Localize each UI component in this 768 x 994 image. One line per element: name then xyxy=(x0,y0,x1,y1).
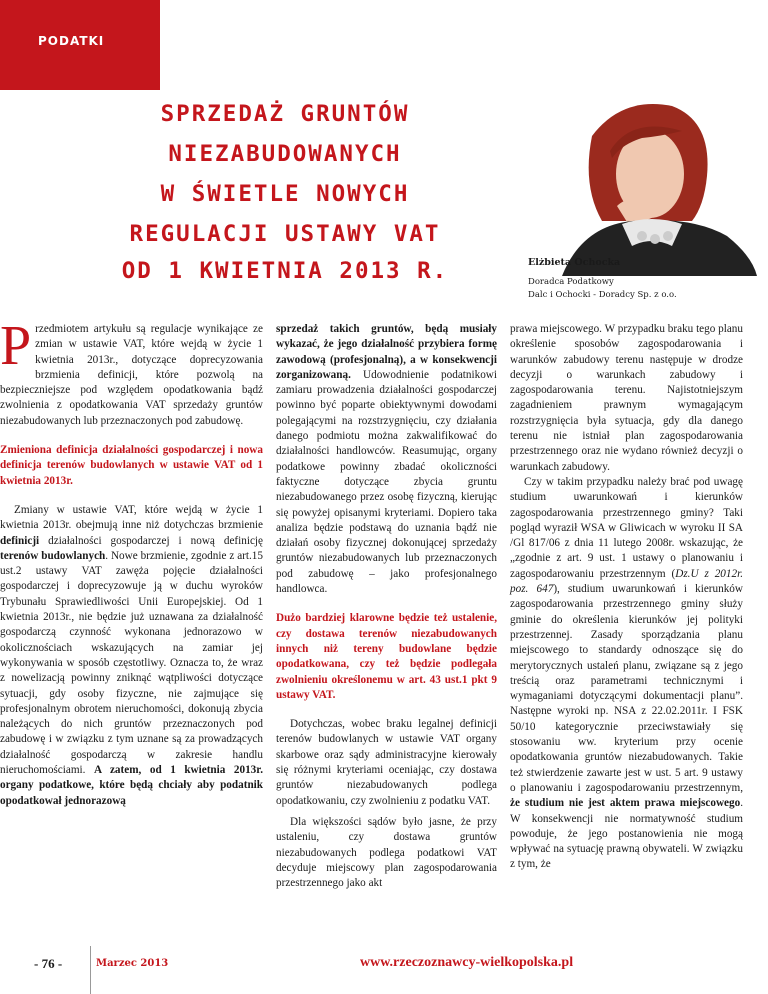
footer-divider xyxy=(90,946,91,994)
section-heading: Dużo bardziej klarowne będzie też ustalenie, czy dostawa terenów niezabudowanych innych niż tereny budowlane będzie opodatkowana, czy też będzie podlegała zwolnieniu określonemu w art. 43 ust.1 pkt 9 ustawy VAT. xyxy=(276,612,497,701)
bold-text: definicji xyxy=(0,534,40,547)
paragraph: prawa miejscowego. W przypadku braku tego planu określenie sposobów zagospodarowania i warunków zabudowy terenu następuje w drodze decyzji o warunkach zabudowy i zagospodarowania terenu. Najistotniejszym zagadnieniem prawnym wymagającym rozstrzygnięcia była sytuacja, gdy dla danego terenu nie istniał plan zagospodarowania przestrzennego oraz nie wydano również decyzji o warunkach zabudowy. xyxy=(510,323,743,473)
text: ), studium uwarunkowań i kierunków zagospodarowania przestrzennego gminy służy gminie do określenia kierunków jej polityki przestrzennej. Zasady sporządzania planu miejscowego to standardy odnoszące się do merytorycznych ustaleń planu, związane są z jego treścią oraz parametrami technicznymi i wymaganiami dotyczącymi dokumentacji planu”. Następne wyroki np. NSA z 22.02.2011r. I FSK 50/10 kategorycznie przeciwstawiały się stosowaniu ww. kryterium przy ocenie opodatkowania gruntów niezabudowanych. Takie też stwierdzenie zawarte jest w ust. 5 art. 9 ustawy o planowaniu i zagospodarowaniu przestrzennym, xyxy=(510,583,743,794)
column-1 xyxy=(0,315,263,809)
bold-text: że studium nie jest aktem prawa miejscowego xyxy=(510,797,741,810)
paragraph xyxy=(0,503,263,809)
text: Czy w takim przypadku należy brać pod uwagę studium uwarunkowań i kierunków zagospodarowania przestrzennego gminy? Taki pogląd wyraził WSA w Gliwicach w wyroku II SA /Gl 817/06 z dnia 11 lutego 2008r. wskazując, że „zgodnie z art. 9 ust. 1 ustawy o planowaniu i zagospodarowaniu przestrzennym ( xyxy=(510,475,743,580)
section-heading: Zmieniona definicja działalności gospodarczej i nowa definicja terenów budowlanych w ustawie VAT od 1 kwietnia 2013r. xyxy=(0,444,263,487)
column-2 xyxy=(276,322,497,891)
author-company: Dalc i Ochocki - Doradcy Sp. z o.o. xyxy=(528,290,677,300)
section-label: PODATKI xyxy=(38,34,105,48)
column-3 xyxy=(510,322,743,873)
drop-cap: P xyxy=(0,315,32,377)
author-photo xyxy=(522,96,768,276)
title-line: NIEZABUDOWANYCH xyxy=(168,141,402,167)
text: . W konsekwencji nie normatywność studium powoduje, że jego postanowienia nie mogą wpływać na sytuację prawną obywateli. W związku z tym, że xyxy=(510,797,743,871)
title-line: REGULACJI USTAWY VAT xyxy=(129,221,441,247)
paragraph xyxy=(276,322,497,597)
paragraph: Dotychczas, wobec braku legalnej definicji terenów budowlanych w ustawie VAT organy skarbowe oraz sądy administracyjne kierowały się różnymi kryteriami oceniając, czy dostawa gruntów niezabudowanych podlega opodatkowaniu, czy zwolnieniu z podatku VAT. xyxy=(276,718,497,807)
title-line: SPRZEDAŻ GRUNTÓW xyxy=(160,101,410,127)
article-subtitle: OD 1 KWIETNIA 2013 R. xyxy=(121,258,449,284)
bold-text: sprzedaż takich gruntów, będą musiały wykazać, że jego działalność przybiera formę zawodową (profesjonalną), a w konsekwencji zorganizowaną. xyxy=(276,323,497,381)
website-url[interactable]: www.rzeczoznawcy-wielkopolska.pl xyxy=(360,955,574,970)
author-role-title: Doradca Podatkowy xyxy=(528,277,614,287)
author-name: Elżbieta Ochocka xyxy=(528,257,621,268)
page-number: - 76 - xyxy=(34,956,63,971)
article-title xyxy=(60,94,510,254)
text: Udowodnienie podatnikowi zamiaru prowadzenia działalności gospodarczej powinno być poparte obiektywnymi dowodami polegającymi na rozstrzygnięciu, czy działania danego podmiotu można zakwalifikować do działalności handlowców. Reasumując, organy podatkowe powinny zbadać okoliczności faktyczne dotyczące zbycia gruntu niezabudowanego przez osobę fizyczną, kierując się powyżej opisanymi kryteriami. Dopiero taka analiza będzie podstawą do uznania bądź nie działań osoby fizycznej dokonującej sprzedaży gruntów niezabudowanych lub przeznaczonych pod zabudowę – jako profesjonalnego handlowca. xyxy=(276,368,497,596)
text: Zmiany w ustawie VAT, które wejdą w życie 1 kwietnia 2013r. obejmują inne niż dotychczas brzmienie xyxy=(0,503,263,532)
paragraph: Dla większości sądów było jasne, że przy ustaleniu, czy dostawa gruntów niezabudowanych podlega podatkowi VAT decyduje miejscowy plan zagospodarowania przestrzennego jako akt xyxy=(276,815,497,890)
author-box xyxy=(528,257,758,302)
italic-text: Dz.U z 2012r. poz. 647 xyxy=(510,567,743,596)
issue-date: Marzec 2013 xyxy=(96,958,169,969)
text: działalności gospodarczej i nową definicję xyxy=(39,534,263,547)
paragraph xyxy=(510,475,743,873)
section-tab xyxy=(0,0,160,90)
title-line: W ŚWIETLE NOWYCH xyxy=(160,181,410,207)
bold-text: A zatem, od 1 kwietnia 2013r. organy podatkowe, które będą chciały aby podatnik opodatkował jednorazową xyxy=(0,764,263,807)
intro-text: rzedmiotem artykułu są regulacje wynikające ze zmian w ustawie VAT, które wejdą w życie 1 kwietnia 2013r., dotyczące doprecyzowania brzmienia definicji, które pozwolą na bezpieczniejsze pod względem opodatkowania bądź zwolnienia z opodatkowania VAT sprzedaży gruntów niezabudowanych lub przeznaczonych pod zabudowę. xyxy=(0,323,263,427)
bold-text: terenów budowlanych xyxy=(0,549,106,562)
author-role xyxy=(528,276,758,302)
text: . Nowe brzmienie, zgodnie z art.15 ust.2 ustawy VAT zawęża pojęcie działalności gospodarczej i doprecyzowuje ją w duchu wyroków Trybunału Sprawiedliwości Unii Europejskiej. Od 1 kwietnia 2013r., nie będzie już uznawana za działalność gospodarczą czynność wykonana jednorazowo w okolicznościach wskazujących na zamiar jej wykonywania w sposób częstotliwy. Oznacza to, że wraz z nowelizacją powinny zniknąć wątpliwości dotyczące sytuacji, gdy osoby fizyczne, nie zajmujące się profesjonalnym obrotem nieruchomości, dokonują zbycia należących do nich gruntów przeznaczonych pod zabudowę i w związku z tym uznane są za prowadzących działalność gospodarczą w zakresie handlu nieruchomościami. xyxy=(0,549,263,777)
intro-paragraph xyxy=(0,315,263,429)
